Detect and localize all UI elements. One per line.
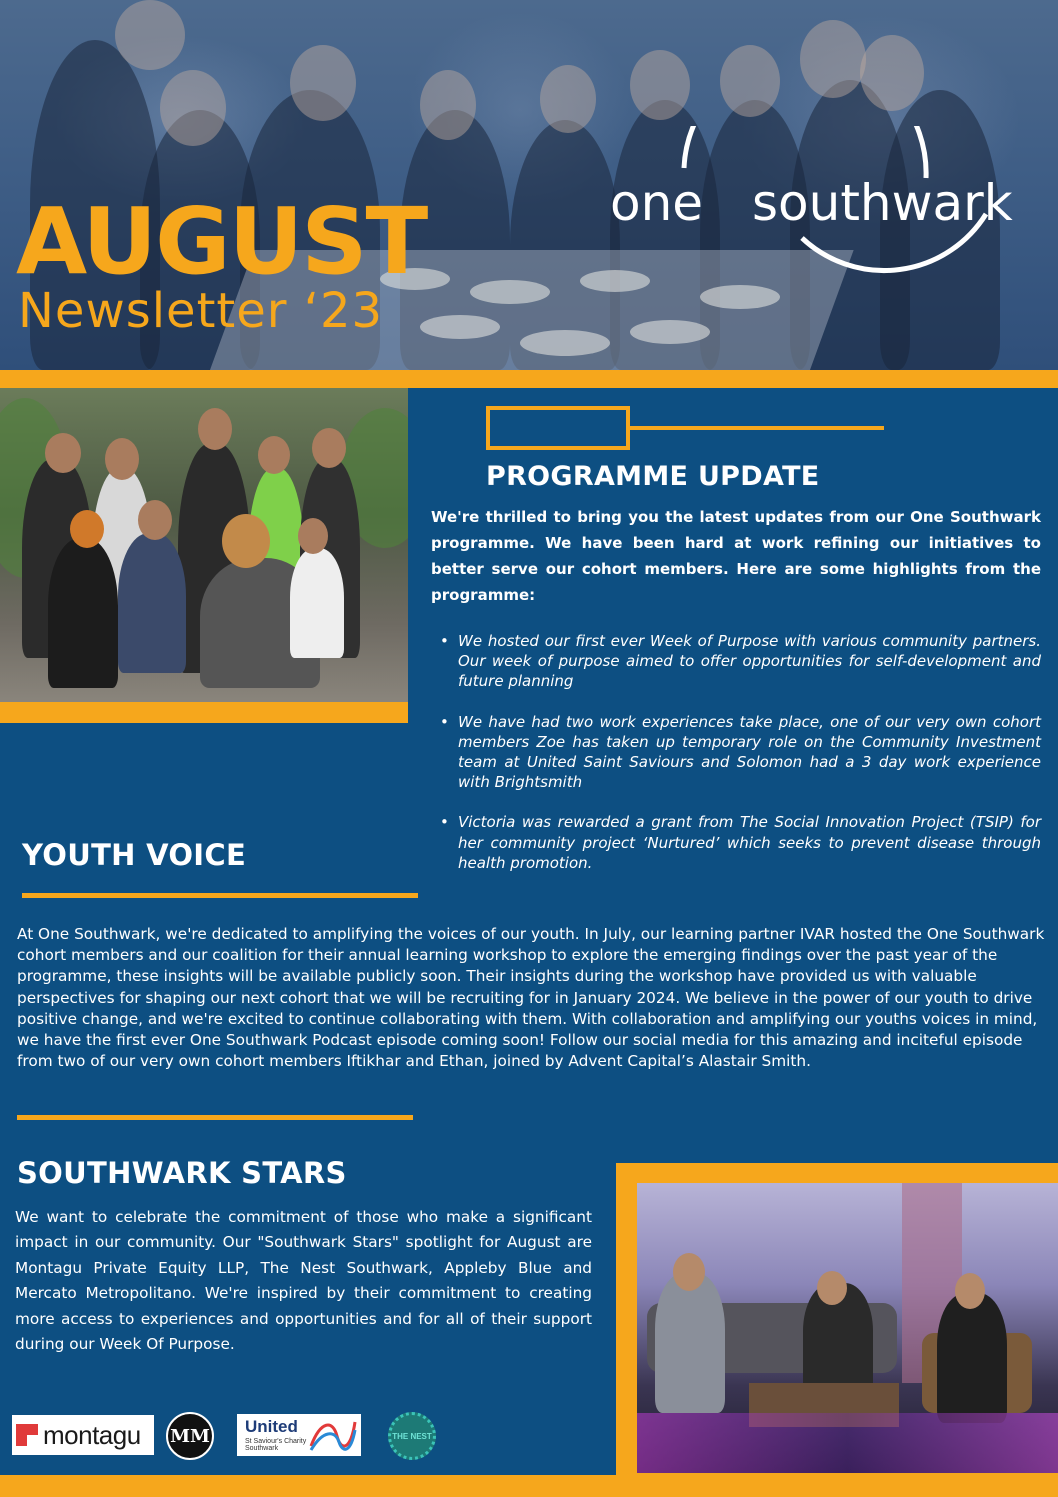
list-item: • We have had two work experiences take place, one of our very own cohort members Zoe has taken up temporary role on the Community Investment team at United Saint Saviours and Solomon had a 3 day work experience with Brightsmith [440, 712, 1041, 792]
partner-logos [10, 1412, 432, 1460]
mercato-metropolitano-logo: MM [166, 1412, 214, 1460]
cohort-group-photo [0, 388, 408, 702]
bullet-icon: • [440, 813, 449, 832]
logo-word-one: one [610, 174, 704, 232]
top-accent-strip [0, 370, 1058, 388]
section-divider [17, 1115, 413, 1120]
montagu-logo: montagu [12, 1415, 154, 1455]
southwark-stars-heading: SOUTHWARK STARS [17, 1156, 347, 1190]
bottom-accent-strip [0, 1475, 1058, 1497]
newsletter-subtitle: Newsletter ‘23 [18, 283, 384, 339]
hero-photo [0, 0, 1058, 370]
list-item: • We hosted our first ever Week of Purpose with various community partners. Our week of purpose aimed to offer opportunities for self-development and future planning [440, 632, 1041, 691]
montagu-mark-icon [16, 1424, 38, 1446]
section-divider [22, 893, 418, 898]
united-st-saviours-logo: United St Saviour's Charity Southwark [237, 1414, 361, 1456]
heading-decoration-box [486, 406, 630, 450]
bullet-icon: • [440, 712, 449, 731]
list-item: • Victoria was rewarded a grant from The Social Innovation Project (TSIP) for her community project ‘Nurtured’ which seeks to prevent disease through health promotion. [440, 813, 1041, 872]
programme-intro: We're thrilled to bring you the latest updates from our One Southwark programme. We have been hard at work refining our initiatives to better serve our cohort members. Here are some highlights from the programme: [431, 508, 1041, 604]
logo-word-southwark: southwark [752, 174, 1013, 232]
programme-highlights-list [440, 631, 1041, 893]
heading-decoration-line [630, 426, 884, 430]
southwark-stars-text: We want to celebrate the commitment of those who make a significant impact in our community. Our "Southwark Stars" spotlight for August are Montagu Private Equity LLP, The Nest Southwark, Appleby Blue and Mercato Metropolitano. We're inspired by their commitment to creating more access to experiences and opportunities and for all of their support during our Week Of Purpose. [15, 1208, 592, 1354]
newsletter-month-title: AUGUST [16, 188, 427, 295]
youth-voice-heading: YOUTH VOICE [22, 838, 247, 872]
bullet-icon: • [440, 632, 449, 650]
one-southwark-logo [606, 126, 1046, 286]
the-nest-logo: THE NEST [388, 1412, 436, 1460]
podcast-studio-photo [637, 1183, 1058, 1473]
programme-update-heading: PROGRAMME UPDATE [486, 461, 820, 492]
youth-voice-text: At One Southwark, we're dedicated to amplifying the voices of our youth. In July, our learning partner IVAR hosted the One Southwark cohort members and our coalition for their annual learning workshop to explore the emerging findings over the past year of the programme, these insights will be available publicly soon. Their insights during the workshop have provided us with valuable perspectives for shaping our next cohort that we will be recruiting for in January 2024. We believe in the power of our youth to drive positive change, and we're excited to continue collaborating with them. With collaboration and amplifying our youths voices in mind, we have the first ever One Southwark Podcast episode coming soon! Follow our social media for this amazing and inciteful episode from two of our very own cohort members Iftikhar and Ethan, joined by Advent Capital’s Alastair Smith. [17, 925, 1045, 1071]
